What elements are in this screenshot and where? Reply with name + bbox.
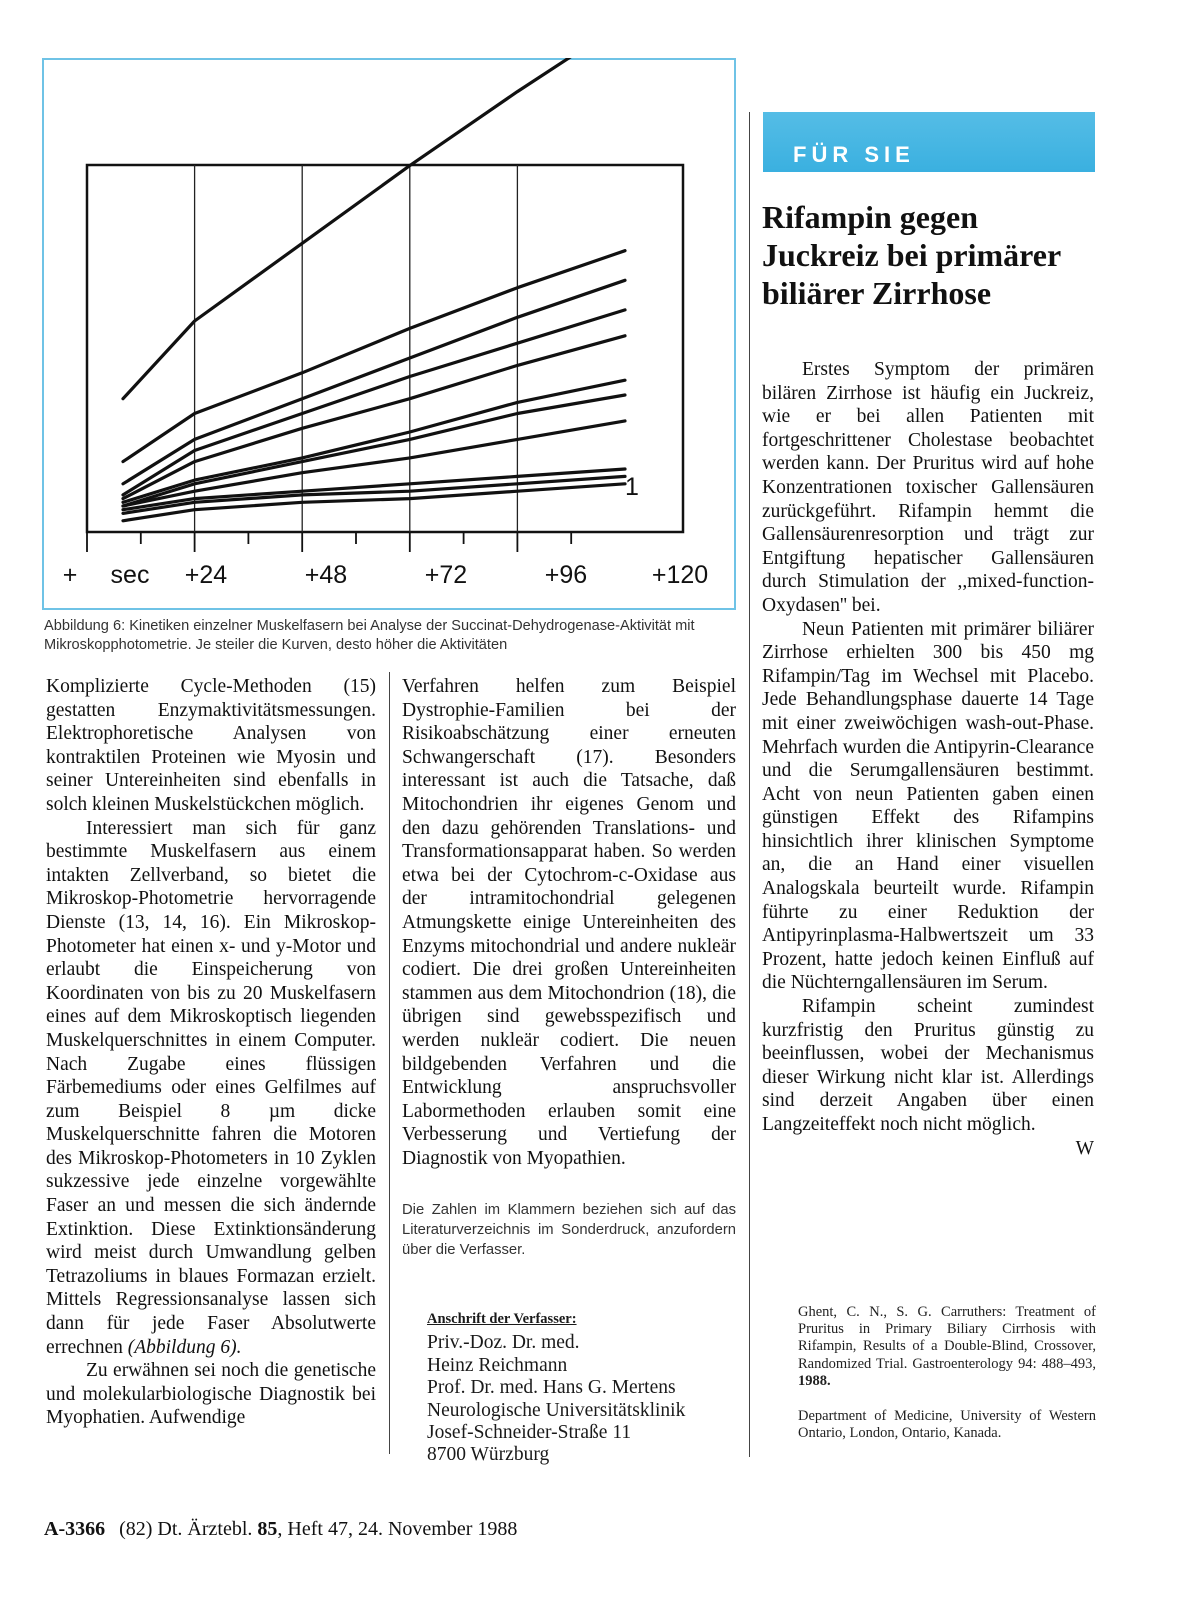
volume-number: 85: [257, 1518, 278, 1540]
address-line: Priv.-Doz. Dr. med.: [427, 1332, 580, 1354]
paragraph: Neun Patienten mit primärer biliärer Zirrhose erhielten 300 bis 450 mg Rifampin/Tag im Wechsel mit Placebo. Jede Behandlungsphase dauerte 14 Tage mit einer zweiwöchigen wash-out-Phase. Mehrfach wurden die Antipyrin-Clearance und die Serumgallensäuren bestimmt. Acht von neun Patienten gaben einen günstigen Effekt des Rifampins hinsichtlich ihrer klinischen Symptome an, die an Hand einer visuellen Analogskala beurteilt wurde. Rifampin führte zu einer Reduktion der Antipyrinplasma-Halbwertszeit um 33 Prozent, hatte jedoch keinen Einfluß auf die Nüchterngallensäuren im Serum.: [762, 618, 1094, 994]
author-signature: W: [1075, 1137, 1094, 1159]
reference-footnote: Die Zahlen im Klammern beziehen sich auf das Literaturverzeichnis im Sonderdruck, anzufordern über die Verfasser.: [402, 1202, 736, 1258]
page-number: A-3366: [44, 1518, 106, 1540]
address-line: Prof. Dr. med. Hans G. Mertens: [427, 1377, 676, 1399]
banner-label: FÜR SIE REFERIERT: [793, 142, 963, 193]
figure-reference: (Abbildung 6).: [127, 1336, 242, 1358]
plot-area: [87, 165, 683, 532]
x-tick-label: +120: [651, 561, 709, 589]
x-tick-label: +48: [304, 561, 348, 589]
figure-caption: Abbildung 6: Kinetiken einzelner Muskelfasern bei Analyse der Succinat-Dehydrogenase-Aktivität mit Mikroskopphotometrie. Je steiler die Kurven, desto höher die Aktivitäten: [44, 618, 695, 653]
column-divider: [749, 112, 750, 1457]
address-line: Heinz Reichmann: [427, 1354, 568, 1376]
address-line: Josef-Schneider-Straße 11: [427, 1422, 632, 1444]
paragraph: Zu erwähnen sei noch die genetische und molekularbiologische Diagnostik bei Myophatien. Aufwendige: [46, 1360, 376, 1429]
affiliation: Department of Medicine, University of Western Ontario, London, Ontario, Kanada.: [798, 1408, 1096, 1442]
page-footer: A-3366 (82) Dt. Ärztebl. 85, Heft 47, 24. November 1988: [44, 1518, 518, 1540]
paragraph: Rifampin scheint zumindest kurzfristig den Pruritus günstig zu beeinflussen, wobei der Mechanismus dieser Wirkung nicht klar ist. Allerdings sind derzeit Angaben über einen Langzeiteffekt noch nicht möglich. W: [762, 996, 1094, 1159]
paragraph: Komplizierte Cycle-Methoden (15) gestatten Enzymaktivitätsmessungen. Elektrophoretische Analysen von kontraktilen Proteinen wie Myosin und seiner Untereinheiten sind ebenfalls in solch kleinen Muskelstückchen möglich.: [46, 676, 376, 815]
x-tick-label: +24: [184, 561, 228, 589]
address-line: 8700 Würzburg: [427, 1444, 550, 1466]
kinetics-chart: [42, 58, 736, 610]
x-tick-label: sec: [110, 561, 150, 589]
address-line: Neurologische Universitätsklinik: [427, 1399, 686, 1421]
paragraph: Interessiert man sich für ganz bestimmte Muskelfasern aus einem intakten Zellverband, so bietet die Mikroskop-Photometrie hervorragende Dienste (13, 14, 16). Ein Mikroskop-Photometer hat einen x- und y-Motor und erlaubt die Einspeicherung von Koordinaten von bis zu 20 Muskelfasern eines auf dem Mikroskoptisch liegenden Muskelquerschnittes in einem Computer. Nach Zugabe eines flüssigen Färbemediums oder eines Gelfilmes auf zum Beispiel 8 µm dicke Muskelquerschnitte fahren die Motoren des Mikroskop-Photometers in 10 Zyklen sukzessive jede einzelne vorgewählte Faser an und messen die sich ändernde Extinktion. Diese Extinktionsänderung wird meist durch Umwandlung gelben Tetrazoliums in blaues Formazan erzielt. Mittels Regressionsanalyse lassen sich dann für jede Faser Absolutwerte errechnen (Abbildung 6).: [46, 817, 376, 1358]
x-tick-label: +72: [424, 561, 468, 589]
author-address: [427, 1308, 747, 1467]
literature-reference: Ghent, C. N., S. G. Carruthers: Treatment of Pruritus in Primary Biliary Cirrhosis with Rifampin, Results of a Double-Blind, Crossover, Randomized Trial. Gastroenterology 94: 488–493, 1988.: [798, 1304, 1096, 1389]
article-column-1: [46, 675, 376, 1430]
paragraph: Erstes Symptom der primären bilären Zirrhose ist häufig ein Juckreiz, wie er bei allen Patienten mit fortgeschrittener Cholestase beobachtet werden kann. Der Pruritus wird auf hohe Konzentrationen toxischer Gallensäuren zurückgeführt. Rifampin hemmt die Gallensäurenresorption und trägt zur Entgiftung hepatischer Gallensäuren durch Stimulation der ,,mixed-function-Oxydasen'' bei.: [762, 359, 1094, 616]
x-tick-label: +: [62, 561, 78, 589]
reference-year: 1988.: [798, 1372, 831, 1389]
series-line-1: [123, 58, 625, 399]
sidebar-article: [762, 358, 1094, 1160]
series-line-3: [123, 280, 625, 484]
curve-label-1: 1: [625, 473, 639, 501]
sidebar-headline: Rifampin gegen Juckreiz bei primärer biliärer Zirrhose: [762, 199, 1061, 311]
section-banner: [763, 112, 1095, 193]
series-line-4: [123, 310, 625, 495]
x-tick-label: +96: [544, 561, 588, 589]
column-divider: [389, 672, 390, 1454]
paragraph: Verfahren helfen zum Beispiel Dystrophie-Familien bei der Risikoabschätzung einer erneuten Schwangerschaft (17). Besonders interessant ist auch die Tatsache, daß Mitochondrien ihr eigenes Genom und den dazu gehörenden Translations- und Transformationsapparat haben. So werden etwa bei der Cytochrom-c-Oxidase aus der intramitochondrial gelegenen Atmungskette einige Untereinheiten des Enzyms mitochondrial und andere nukleär codiert. Die drei großen Untereinheiten stammen aus dem Mitochondrion (18), die übrigen sind gewebsspezifisch und werden nukleär codiert. Die neuen bildgebenden Verfahren und die Entwicklung anspruchsvoller Labormethoden erlauben somit eine Verbesserung und Vertiefung der Diagnostik von Myopathien.: [402, 676, 736, 1169]
address-heading: Anschrift der Verfasser:: [427, 1311, 577, 1327]
article-column-2: [402, 675, 736, 1170]
